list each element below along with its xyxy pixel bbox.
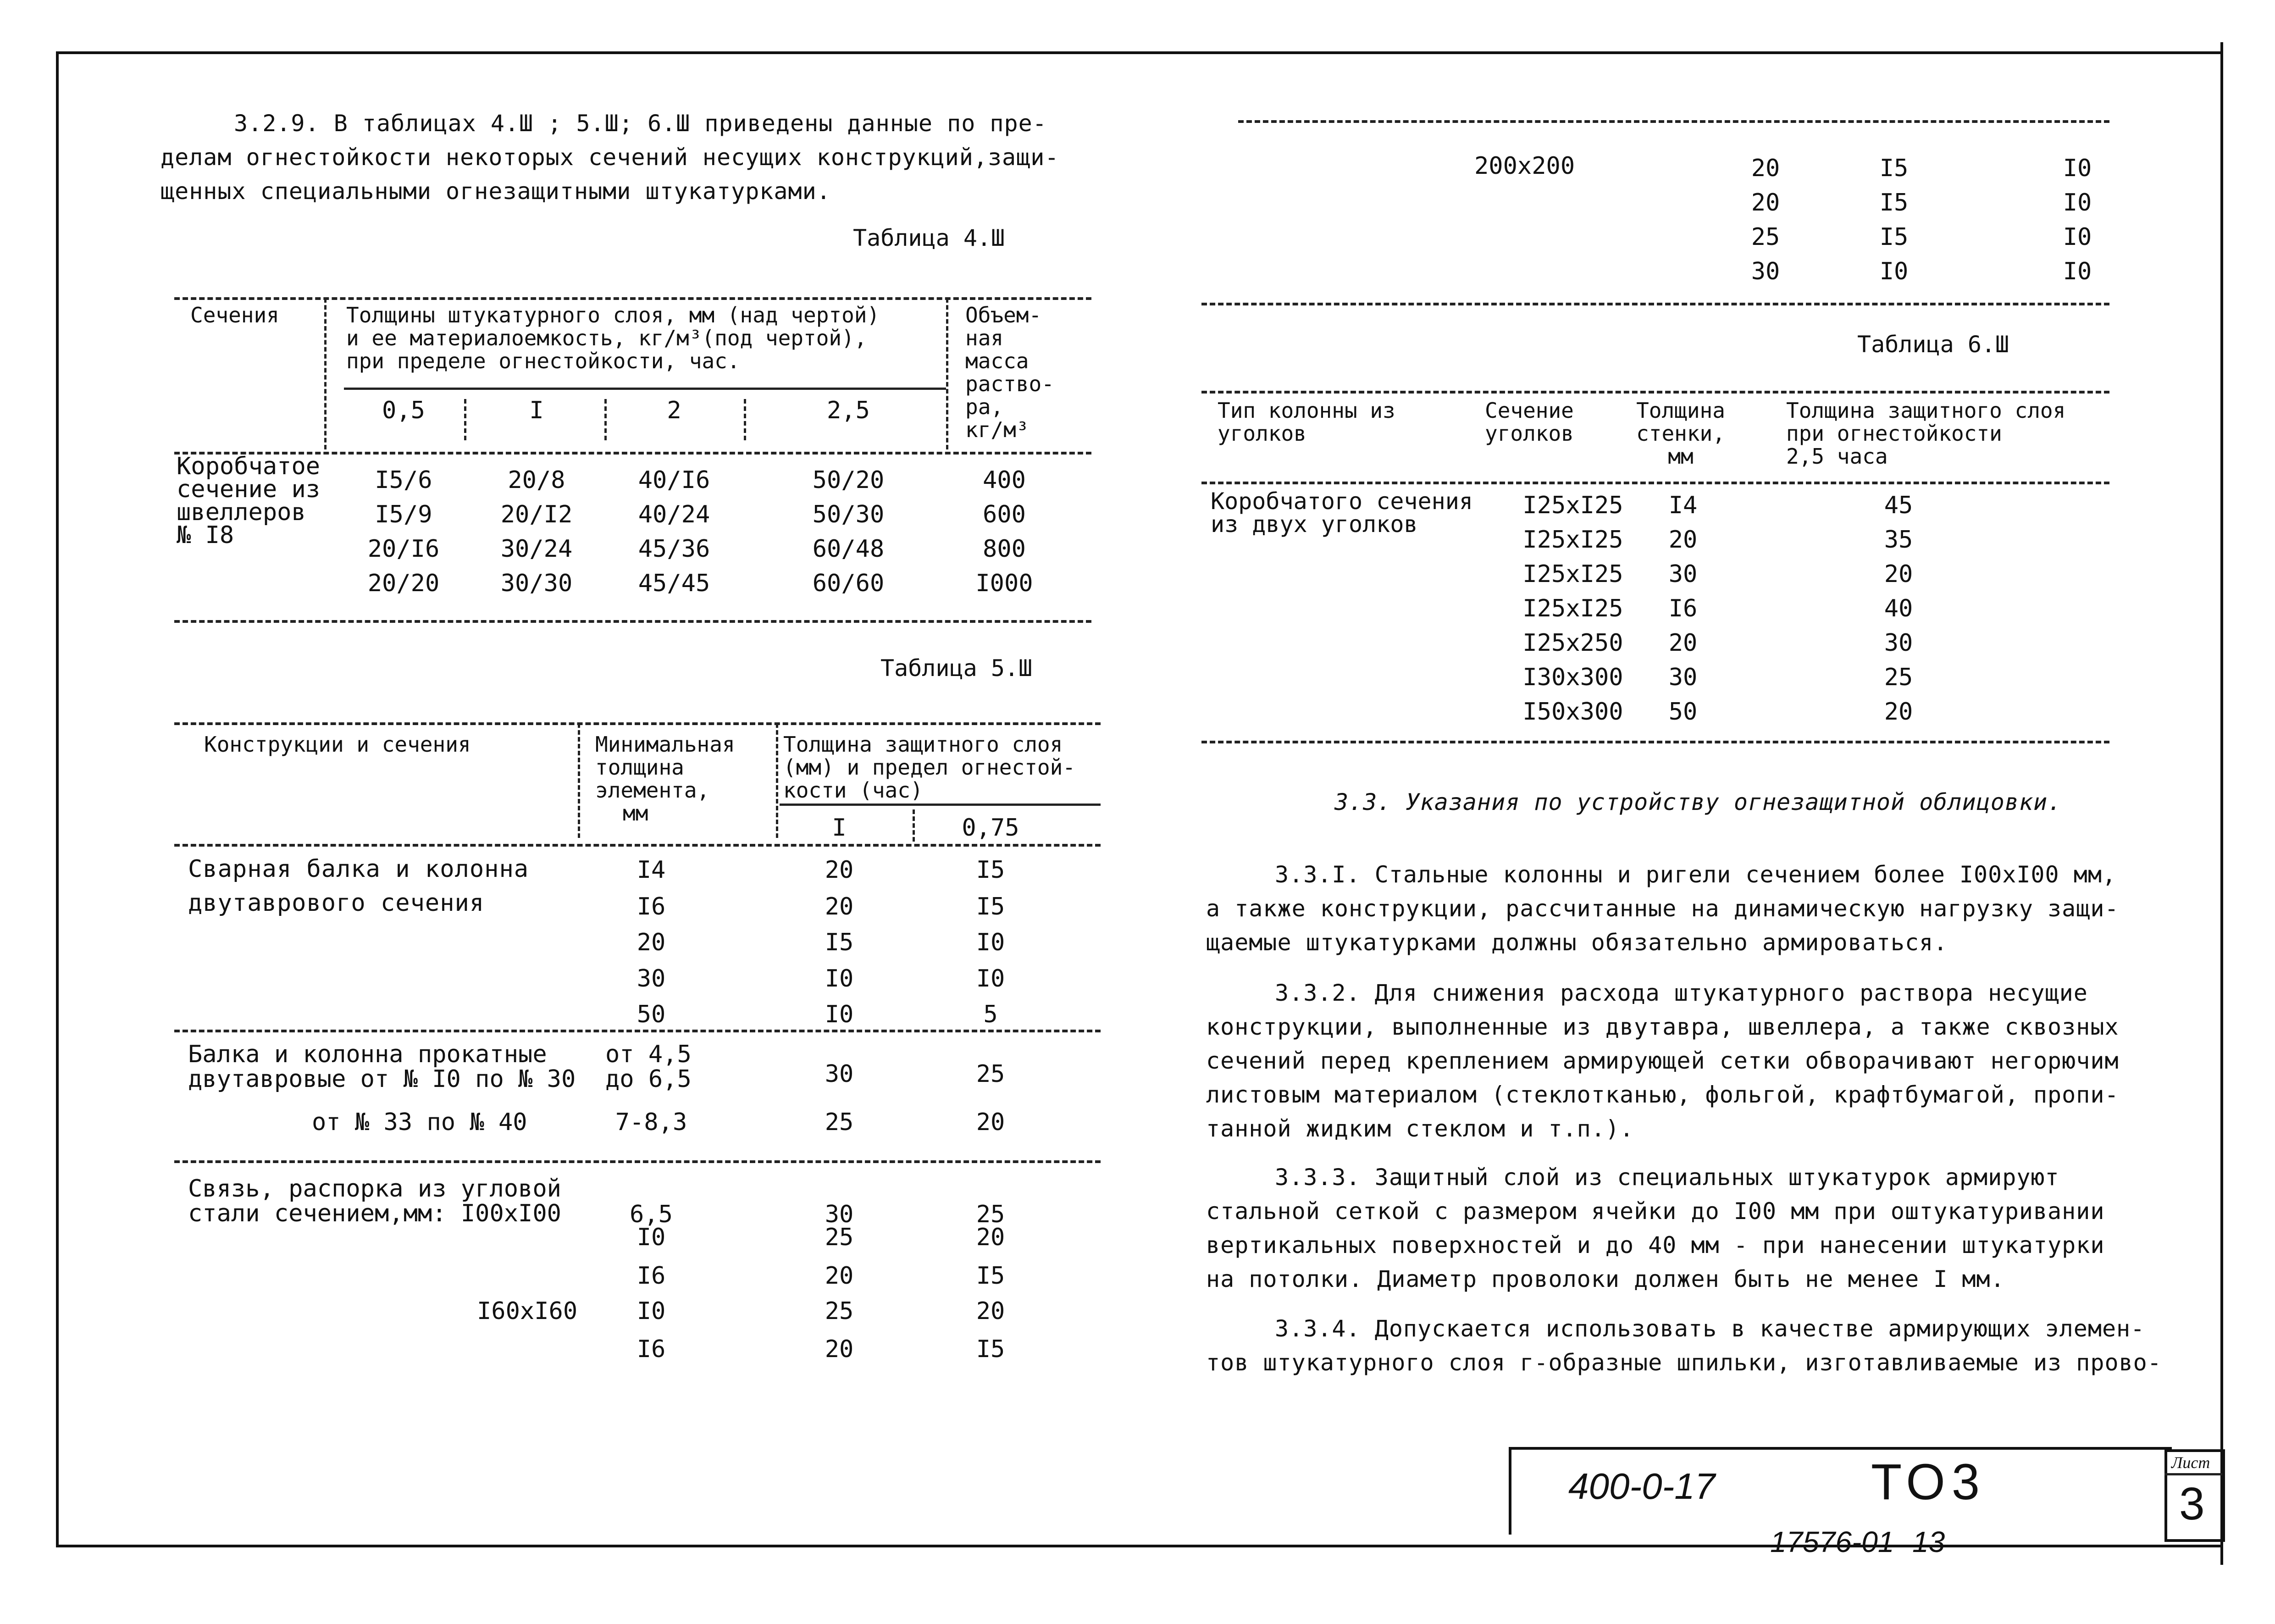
mass-header-line: ная — [965, 326, 1004, 350]
table5-group-rule — [174, 1160, 1101, 1163]
table4-cell: 600 — [983, 501, 1026, 528]
table4-top-rule — [174, 297, 1091, 300]
table6-cell: 40 — [1884, 595, 1913, 622]
intro-paragraph — [161, 106, 1124, 208]
mass-header-line: Объем- — [965, 303, 1042, 327]
inventory-number: 17576-01 — [1770, 1525, 1894, 1558]
table5-cell: I5 — [976, 1262, 1005, 1290]
intro-line: 3.2.9. В таблицах 4.Ш ; 5.Ш; 6.Ш приведены данные по пре- — [234, 110, 1047, 137]
table4-vrule — [604, 399, 607, 440]
table5-cell: 30 — [825, 1201, 854, 1228]
layer-header-line: Толщина защитного слоя — [783, 732, 1063, 757]
section33-p2 — [1206, 976, 2169, 1146]
table6-cell: 20 — [1884, 698, 1913, 726]
type-header-line: уголков — [1218, 421, 1306, 446]
table5-top-rule — [174, 722, 1101, 725]
paragraph-line: а также конструкции, рассчитанные на динамическую нагрузку защи- — [1206, 895, 2119, 922]
table4-limit: I — [529, 397, 544, 424]
table6-type-label — [1211, 490, 1473, 536]
table4-cell: 400 — [983, 466, 1026, 494]
section33-p1 — [1206, 858, 2169, 959]
table5-cont-cell: I5 — [1879, 223, 1909, 251]
table4-cell: 30/24 — [500, 535, 573, 563]
table5-cell: 25 — [976, 1060, 1005, 1088]
thickness-header-line: Толщины штукатурного слоя, мм (над чертой) — [346, 303, 880, 327]
table6-col-section — [1485, 399, 1574, 445]
table5-cell: 7-8,3 — [615, 1109, 687, 1136]
table5-cell: I0 — [825, 1001, 854, 1028]
table5-cell: I0 — [825, 965, 854, 992]
table5-group2-thickness — [605, 1042, 692, 1092]
document-code: 400-0-17 — [1568, 1466, 1716, 1507]
wall-header-line: стенки, — [1636, 421, 1725, 446]
table6-cell: 20 — [1668, 629, 1698, 657]
table5-vrule — [776, 723, 778, 838]
table5-cell: 20 — [825, 1262, 854, 1290]
table5-cont-cell: 20 — [1751, 189, 1780, 216]
table5-cell: I6 — [637, 1262, 666, 1290]
table6-cell: I30x300 — [1522, 664, 1623, 691]
table5-cell: I0 — [637, 1297, 666, 1325]
table5-cell: 20 — [825, 856, 854, 884]
table6-cell: I25xI25 — [1522, 492, 1623, 519]
paragraph-line: сечений перед креплением армирующей сетки обворачивают негорючим — [1206, 1048, 2119, 1074]
table5-cont-top-rule — [1238, 120, 2109, 123]
table5-group3-sub: I60xI60 — [477, 1297, 578, 1325]
table4-cell: 60/60 — [812, 570, 885, 597]
table6-top-rule — [1201, 391, 2109, 394]
table6-cell: 35 — [1884, 526, 1913, 554]
layer-header-line: 2,5 часа — [1786, 444, 1888, 469]
table6-cell: I25xI25 — [1522, 560, 1623, 588]
paragraph-line: вертикальных поверхностей и до 40 мм - при нанесении штукатурки — [1206, 1232, 2105, 1258]
table5-cell: 20 — [976, 1224, 1005, 1251]
table4-col-mass — [965, 304, 1054, 441]
mass-header-line: раство- — [965, 371, 1054, 396]
layer-header-line: кости (час) — [783, 778, 923, 803]
paragraph-line: стальной сеткой с размером ячейки до I00 мм при оштукатуривании — [1206, 1198, 2105, 1225]
table6-cell: 20 — [1668, 526, 1698, 554]
table5-cont-cell: I5 — [1879, 189, 1909, 216]
table5-cell: 50 — [637, 1001, 666, 1028]
table4-cell: 20/I2 — [500, 501, 573, 528]
table4-section-label — [177, 455, 320, 547]
section-label-line: Коробчатое — [177, 453, 321, 480]
section33-p3 — [1206, 1160, 2169, 1296]
paragraph-line: танной жидким стеклом и т.п.). — [1206, 1115, 1634, 1142]
paragraph-line: щаемые штукатурками должны обязательно армироваться. — [1206, 929, 1948, 956]
group-label-line: Балка и колонна прокатные — [188, 1041, 547, 1068]
table4-col-section: Сечения — [190, 303, 279, 327]
table4-vrule — [324, 298, 327, 449]
table6-col-type — [1218, 399, 1395, 445]
table4-cell: 45/36 — [638, 535, 710, 563]
table4-subhead-rule — [344, 388, 946, 390]
table5-cell: I5 — [976, 856, 1005, 884]
table6-cell: 20 — [1884, 560, 1913, 588]
table5-cont-cell: I0 — [2063, 223, 2092, 251]
table5-cell: 25 — [825, 1297, 854, 1325]
thickness-range-line: от 4,5 — [605, 1041, 692, 1068]
section-label-line: швеллеров — [177, 499, 306, 526]
table6-cell: 45 — [1884, 492, 1913, 519]
thickness-header-line: и ее материалоемкость, кг/м³(под чертой), — [346, 326, 867, 350]
layer-header-line: Толщина защитного слоя — [1786, 398, 2066, 423]
table5-cont-section: 200x200 — [1474, 152, 1575, 180]
group-label-line: двутавровые от № I0 по № 30 — [188, 1065, 576, 1093]
table4-cell: 20/8 — [508, 466, 565, 494]
type-label-line: из двух уголков — [1211, 511, 1418, 538]
table4-cell: I5/6 — [375, 466, 432, 494]
section33-p4 — [1206, 1312, 2192, 1380]
paragraph-line: 3.3.2. Для снижения расхода штукатурного раствора несущие — [1275, 980, 2088, 1006]
document-designation: ТО3 — [1871, 1454, 1986, 1510]
table5-group3-label — [188, 1176, 561, 1226]
page-frame-right-edge — [2220, 42, 2223, 1565]
mass-header-line: ра, — [965, 394, 1004, 419]
min-header-line: мм — [623, 801, 648, 826]
table5-cell: I5 — [976, 1336, 1005, 1363]
table5-cell: I6 — [637, 1336, 666, 1363]
mass-header-line: кг/м³ — [965, 417, 1029, 442]
paragraph-line: тов штукатурного слоя г-образные шпильки, изготавливаемые из прово- — [1206, 1349, 2162, 1376]
table4-limit: 2 — [667, 397, 681, 424]
table5-col-layer — [783, 733, 1075, 802]
table5-cell: 20 — [825, 893, 854, 920]
table5-cell: 5 — [983, 1001, 998, 1028]
table4-title: Таблица 4.Ш — [853, 225, 1005, 251]
group-label-line: Связь, распорка из угловой — [188, 1175, 561, 1203]
table5-cell: I0 — [976, 929, 1005, 956]
group-label-line: двутаврового сечения — [188, 889, 485, 917]
table5-cont-cell: I0 — [2063, 155, 2092, 182]
table4-vrule — [744, 399, 746, 440]
table5-vrule — [578, 723, 580, 838]
table6-cell: 25 — [1884, 664, 1913, 691]
table6-header-rule — [1201, 482, 2109, 484]
table5-vrule — [913, 809, 915, 842]
table5-header-rule — [174, 844, 1101, 847]
section-label-line: сечение из — [177, 476, 321, 503]
table5-cont-cell: 20 — [1751, 155, 1780, 182]
table5-cell: I6 — [637, 893, 666, 920]
intro-line: щенных специальными огнезащитными штукатурками. — [161, 178, 831, 205]
table5-col-min — [595, 733, 735, 825]
table5-cell: 25 — [976, 1201, 1005, 1228]
table4-cell: 40/24 — [638, 501, 710, 528]
layer-header-line: при огнестойкости — [1786, 421, 2002, 446]
table4-limit: 0,5 — [382, 397, 425, 424]
table5-cell: I5 — [825, 929, 854, 956]
group-label-line: Сварная балка и колонна — [188, 855, 529, 883]
table5-cell: 25 — [825, 1224, 854, 1251]
table4-cell: 800 — [983, 535, 1026, 563]
group-label-line: стали сечением,мм: I00xI00 — [188, 1200, 561, 1227]
table4-col-thickness — [346, 304, 880, 372]
table6-cell: 30 — [1668, 664, 1698, 691]
table5-cell: 20 — [637, 929, 666, 956]
table5-col-constr: Конструкции и сечения — [204, 732, 471, 757]
table6-cell: I4 — [1668, 492, 1698, 519]
table6-cell: 30 — [1668, 560, 1698, 588]
intro-line: делам огнестойкости некоторых сечений несущих конструкций,защи- — [161, 144, 1059, 171]
table5-cell: 30 — [825, 1060, 854, 1088]
table4-cell: I5/9 — [375, 501, 432, 528]
table5-limit: 0,75 — [962, 814, 1019, 842]
table5-cell: I4 — [637, 856, 666, 884]
mass-header-line: масса — [965, 349, 1029, 373]
table6-cell: 30 — [1884, 629, 1913, 657]
table4-vrule — [946, 298, 948, 449]
table6-cell: I25xI25 — [1522, 595, 1623, 622]
table5-group-rule — [174, 1030, 1101, 1032]
sheet-label: Лист — [2171, 1453, 2210, 1472]
min-header-line: толщина — [595, 755, 684, 780]
table4-bottom-rule — [174, 620, 1091, 623]
table5-group2-sub: от № 33 по № 40 — [312, 1109, 527, 1136]
table5-subhead-rule — [780, 804, 1101, 806]
paragraph-line: 3.3.3. Защитный слой из специальных штукатурок армируют — [1275, 1164, 2059, 1191]
table4-cell: I000 — [975, 570, 1033, 597]
section-label-line: № I8 — [177, 521, 234, 549]
table4-cell: 20/I6 — [367, 535, 440, 563]
table4-cell: 45/45 — [638, 570, 710, 597]
paragraph-line: конструкции, выполненные из двутавра, швеллера, а также сквозных — [1206, 1014, 2119, 1040]
table6-col-layer — [1786, 399, 2065, 468]
table5-cell: 20 — [976, 1297, 1005, 1325]
table4-cell: 40/I6 — [638, 466, 710, 494]
table5-cell: I0 — [976, 965, 1005, 992]
table5-cont-cell: 25 — [1751, 223, 1780, 251]
table5-cell: I0 — [637, 1224, 666, 1251]
paragraph-line: на потолки. Диаметр проволоки должен быть не менее I мм. — [1206, 1266, 2005, 1292]
table5-cell: 20 — [976, 1109, 1005, 1136]
table5-group2-label — [188, 1042, 576, 1092]
table5-cell: I5 — [976, 893, 1005, 920]
table6-cell: I50x300 — [1522, 698, 1623, 726]
table6-cell: I25x250 — [1522, 629, 1623, 657]
section-header-line: уголков — [1485, 421, 1574, 446]
table4-cell: 20/20 — [367, 570, 440, 597]
table5-cont-bottom-rule — [1201, 303, 2109, 305]
min-header-line: элемента, — [595, 778, 710, 803]
type-header-line: Тип колонны из — [1218, 398, 1395, 423]
table5-group1-label — [188, 852, 529, 920]
wall-header-line: Толщина — [1636, 398, 1725, 423]
type-label-line: Коробчатого сечения — [1211, 488, 1473, 515]
sheet-box-divider — [2164, 1473, 2222, 1475]
table5-cell: 30 — [637, 965, 666, 992]
table5-cell: 6,5 — [630, 1201, 673, 1228]
sheet-number: 3 — [2179, 1478, 2205, 1530]
min-header-line: Минимальная — [595, 732, 735, 757]
table5-cont-cell: I0 — [2063, 258, 2092, 285]
table5-cont-cell: I0 — [2063, 189, 2092, 216]
table4-cell: 50/30 — [812, 501, 885, 528]
thickness-range-line: до 6,5 — [605, 1065, 692, 1093]
paragraph-line: 3.3.I. Стальные колонны и ригели сечением более I00xI00 мм, — [1275, 861, 2117, 888]
table4-cell: 30/30 — [500, 570, 573, 597]
table5-cell: 25 — [825, 1109, 854, 1136]
page-number: 13 — [1912, 1525, 1945, 1558]
table6-cell: 50 — [1668, 698, 1698, 726]
table4-limit: 2,5 — [827, 397, 870, 424]
table5-title: Таблица 5.Ш — [880, 655, 1033, 682]
table6-cell: I6 — [1668, 595, 1698, 622]
wall-header-line: мм — [1668, 444, 1694, 469]
layer-header-line: (мм) и предел огнестой- — [783, 755, 1075, 780]
table5-cont-cell: I5 — [1879, 155, 1909, 182]
table6-col-wall — [1628, 399, 1733, 468]
paragraph-line: 3.3.4. Допускается использовать в качестве армирующих элемен- — [1275, 1315, 2145, 1342]
table5-cont-cell: 30 — [1751, 258, 1780, 285]
table6-bottom-rule — [1201, 741, 2109, 743]
section33-heading: 3.3. Указания по устройству огнезащитной облицовки. — [1334, 789, 2062, 815]
table5-cell: 20 — [825, 1336, 854, 1363]
table5-cont-cell: I0 — [1879, 258, 1909, 285]
table5-limit: I — [832, 814, 847, 842]
table6-cell: I25xI25 — [1522, 526, 1623, 554]
paragraph-line: листовым материалом (стеклотканью, фольгой, крафтбумагой, пропи- — [1206, 1081, 2119, 1108]
table6-title: Таблица 6.Ш — [1857, 331, 2009, 358]
table4-cell: 60/48 — [812, 535, 885, 563]
table4-vrule — [464, 399, 466, 440]
section-header-line: Сечение — [1485, 398, 1574, 423]
table4-cell: 50/20 — [812, 466, 885, 494]
thickness-header-line: при пределе огнестойкости, час. — [346, 349, 740, 373]
